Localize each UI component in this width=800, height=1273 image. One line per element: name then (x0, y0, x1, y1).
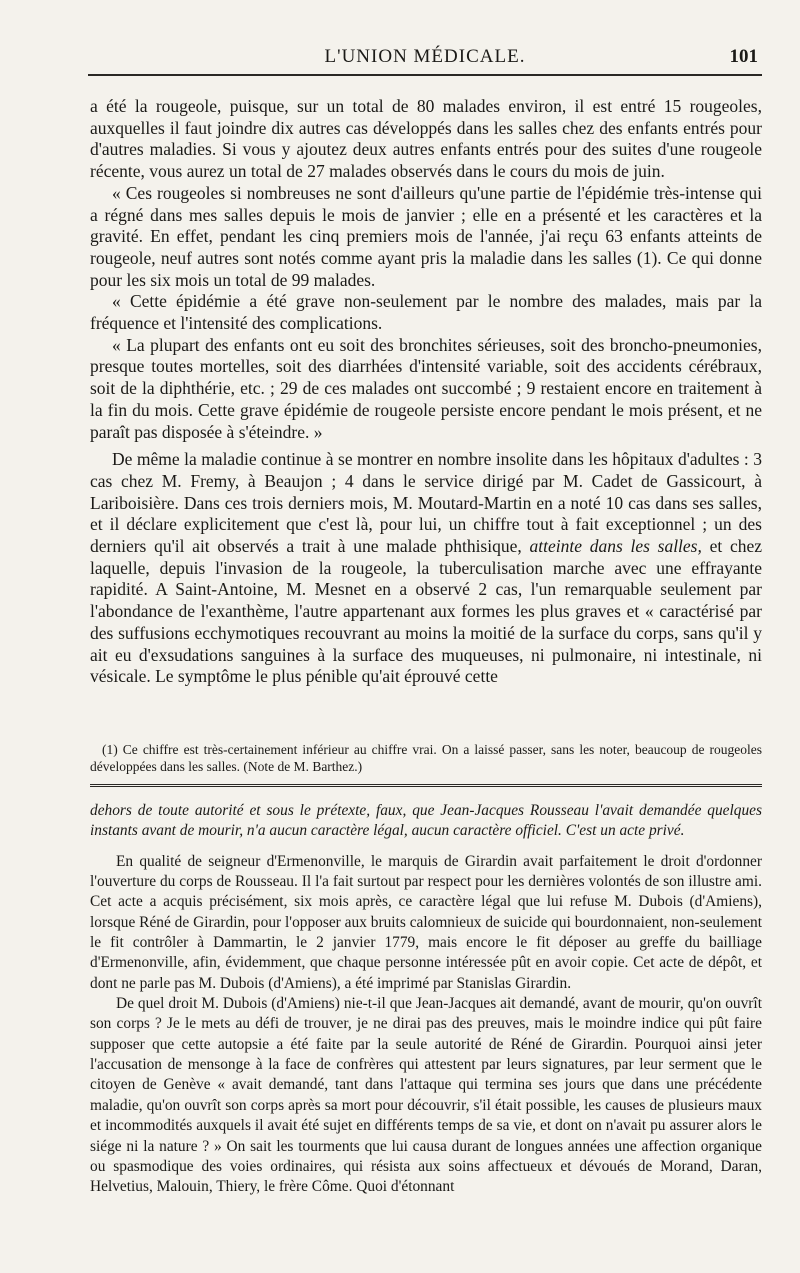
paragraph-3: « Cette épidémie a été grave non-seulement par le nombre des malades, mais par la fréquence et l'intensité des complications. (90, 291, 762, 334)
feuilleton-paragraph-1: dehors de toute autorité et sous le prétexte, faux, que Jean-Jacques Rousseau l'avait demandée quelques instants avant de mourir, n'a aucun caractère légal, aucun caractère officiel. C'est un acte privé. (90, 802, 762, 840)
journal-title: L'UNION MÉDICALE. (324, 46, 526, 67)
page-number: 101 (729, 46, 758, 67)
feuilleton-section (90, 801, 762, 1198)
running-header (88, 46, 762, 76)
feuilleton-paragraph-2: En qualité de seigneur d'Ermenonville, le marquis de Girardin avait parfaitement le droit d'ordonner l'ouverture du corps de Rousseau. Il l'a fait surtout par respect pour les dernières volontés de son illustre ami. Cet acte a acquis précisément, six mois après, ce caractère légal que lui refuse M. Dubois (d'Amiens), lorsque Réné de Girardin, pour l'opposer aux bruits calomnieux de suicide qui bourdonnaient, non-seulement le fit contrôler à Dammartin, le 2 janvier 1779, mais encore le fit déposer au greffe du bailliage d'Ermenonville, afin, évidemment, que chaque personne intéressée pût en avoir copie. Cet acte de dépôt, et dont ne parle pas M. Dubois (d'Amiens), a été imprimé par Stanislas Girardin. (90, 852, 762, 992)
paragraph-1: a été la rougeole, puisque, sur un total de 80 malades environ, il est entré 15 rougeoles, auxquelles il faut joindre dix autres cas développés dans les salles chez des enfants entrés pour d'autres maladies. Si vous y ajoutez deux autres enfants entrés pour des suites d'une rougeole récente, vous aurez un total de 27 malades observés dans le cours du mois de juin. (90, 96, 762, 182)
paragraph-5 (90, 449, 762, 688)
section-divider (90, 784, 762, 787)
paragraph-5-text-a: De même la maladie continue à se montrer en nombre insolite dans les hôpitaux d'adultes : 3 cas chez M. Fremy, à Beaujon ; 4 dans le service dirigé par M. Cadet de Gassicourt, à Lariboisière. Dans ces trois derniers mois, M. Moutard-Martin en a noté 10 cas dans ses salles, et il déclare explicitement que c'est là, pour lui, un chiffre tout à fait exceptionnel ; un des derniers qu'il ait observés a trait à une malade phthisique, (90, 449, 762, 557)
footnote: (1) Ce chiffre est très-certainement inférieur au chiffre vrai. On a laissé passer, sans les noter, beaucoup de rougeoles développées dans les salles. (Note de M. Barthez.) (90, 742, 762, 774)
paragraph-5-italic: atteinte dans les salles, (529, 536, 702, 557)
paragraph-2: « Ces rougeoles si nombreuses ne sont d'ailleurs qu'une partie de l'épidémie très-intense qui a régné dans mes salles depuis le mois de janvier ; elle en a présenté et les caractères et la gravité. En effet, pendant les cinq premiers mois de l'année, j'ai reçu 63 enfants atteints de rougeole, neuf autres sont notés comme ayant pris la maladie dans les salles (1). Ce qui donne pour les six mois un total de 99 malades. (90, 182, 762, 290)
feuilleton-paragraph-3: De quel droit M. Dubois (d'Amiens) nie-t-il que Jean-Jacques ait demandé, avant de mourir, qu'on ouvrît son corps ? Je le mets au défi de trouver, je ne dirai pas des preuves, mais le moindre indice qui pût faire supposer que cette autopsie a été faite par la seule autorité de Réné de Girardin. Pourquoi ainsi jeter l'accusation de mensonge à la face de confrères qui attestent par leurs signatures, par leur serment que le citoyen de Genève « avait demandé, tant dans l'attaque qui termina ses jours que dans une précédente maladie, qu'on ouvrît son corps après sa mort pour découvrir, s'il était possible, les causes de plusieurs maux et incommodités auxquels il avait été sujet en différents temps de sa vie, et dont on n'avait pu assurer alors le siége ni la nature ? » On sait les tourments que lui causa durant de longues années une affection organique ou spasmodique des voies ordinaires, qui résista aux soins affectueux et dévoués de Morand, Daran, Helvetius, Malouin, Thiery, le frère Côme. Quoi d'étonnant (90, 995, 762, 1196)
paragraph-5-text-b: et chez laquelle, depuis l'invasion de la rougeole, la tuberculisation marche avec une effrayante rapidité. A Saint-Antoine, M. Mesnet en a observé 2 cas, l'un remarquable seulement par l'abondance de l'exanthème, l'autre appartenant aux formes les plus graves et « caractérisé par des suffusions ecchymotiques recouvrant au moins la moitié de la surface du corps, sans qu'il y ait eu d'exsudations sanguines à la surface des muqueuses, ni pulmonaire, ni intestinale, ni vésicale. Le symptôme le plus pénible qu'ait éprouvé cette (90, 536, 762, 687)
main-article (90, 96, 762, 688)
paragraph-4: « La plupart des enfants ont eu soit des bronchites sérieuses, soit des broncho-pneumonies, presque toutes mortelles, soit des diarrhées d'intensité variable, soit des accidents cérébraux, soit de la diphthérie, etc. ; 29 de ces malades ont succombé ; 9 restaient encore en traitement à la fin du mois. Cette grave épidémie de rougeole persiste encore pendant le mois présent, et ne paraît pas disposée à s'éteindre. » (90, 334, 762, 442)
